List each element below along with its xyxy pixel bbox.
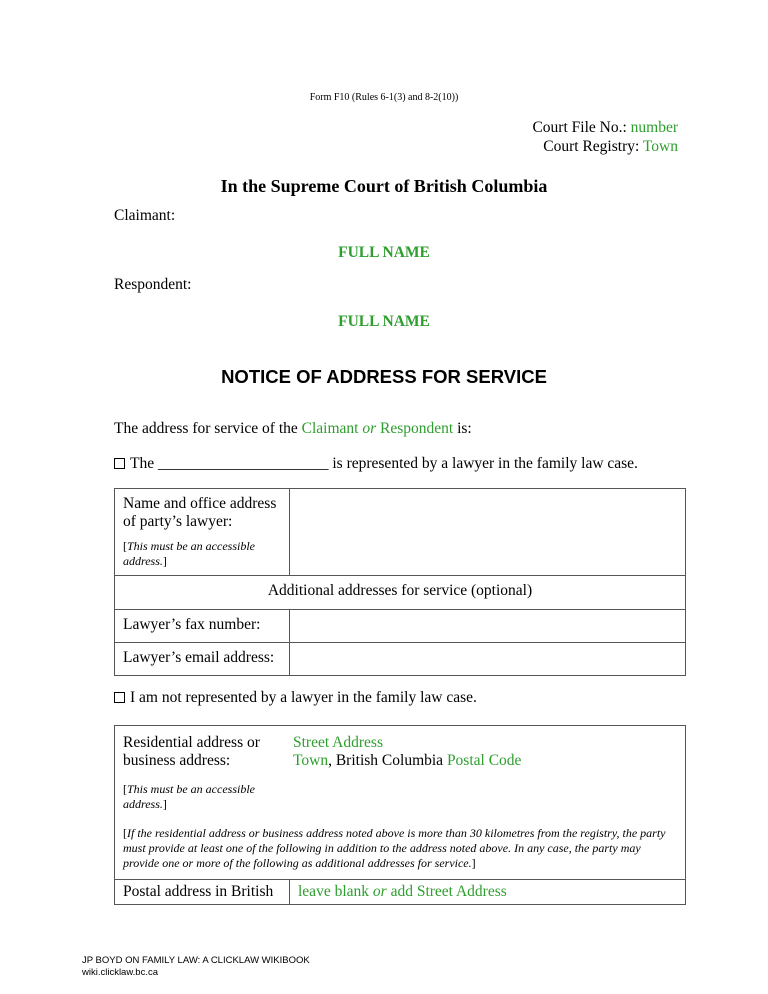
lawyer-accessible-note: [This must be an accessible address.] [123, 539, 255, 568]
residential-address[interactable] [293, 734, 521, 770]
intro-claimant[interactable]: Claimant [301, 420, 359, 437]
represented-suffix: is represented by a lawyer in the family law case. [332, 455, 638, 472]
additional-header-row [115, 576, 686, 610]
footer-title: JP BOYD ON FAMILY LAW: A CLICKLAW WIKIBOOK [82, 955, 310, 966]
represented-blank[interactable]: ______________________ [157, 455, 329, 472]
town-line [293, 752, 521, 770]
footer-url[interactable]: wiki.clicklaw.bc.ca [82, 967, 159, 978]
respondent-name[interactable]: FULL NAME [338, 313, 430, 330]
court-info [532, 118, 678, 156]
lawyer-table [114, 488, 686, 676]
intro-respondent[interactable]: Respondent [380, 420, 454, 437]
street-address[interactable]: Street Address [293, 734, 383, 751]
self-table [114, 725, 686, 905]
document-title: NOTICE OF ADDRESS FOR SERVICE [221, 366, 547, 387]
self-text: I am not represented by a lawyer in the family law case. [130, 689, 477, 706]
self-checkbox[interactable] [114, 692, 125, 703]
court-file-line [532, 118, 678, 137]
residential-cell [115, 726, 686, 880]
intro-prefix: The address for service of the [114, 420, 298, 437]
court-registry-line [532, 137, 678, 156]
postal-value-prefix: leave blank [298, 883, 370, 900]
intro-line [114, 420, 472, 438]
form-number: Form F10 (Rules 6-1(3) and 8-2(10)) [309, 92, 459, 103]
intro-or: or [362, 420, 377, 437]
claimant-label: Claimant: [114, 207, 176, 224]
residential-label: Residential address or business address: [123, 734, 260, 769]
option-self [114, 689, 477, 707]
lawyer-fax-label: Lawyer’s fax number: [115, 610, 290, 643]
postal-value-suffix: add Street Address [390, 883, 507, 900]
respondent-label: Respondent: [114, 276, 192, 293]
lawyer-fax-value-cell[interactable] [290, 610, 686, 643]
lawyer-email-label: Lawyer’s email address: [115, 643, 290, 676]
postal-value-or: or [372, 883, 387, 900]
court-title: In the Supreme Court of British Columbia [220, 176, 548, 196]
lawyer-email-row [115, 643, 686, 676]
claimant-name[interactable]: FULL NAME [338, 244, 430, 261]
postal-code-value[interactable]: Postal Code [446, 752, 522, 769]
province-text: , British Columbia [328, 752, 447, 769]
footer [82, 955, 310, 979]
lawyer-fax-row [115, 610, 686, 643]
represented-prefix: The [130, 455, 155, 472]
represented-checkbox[interactable] [114, 458, 125, 469]
postal-address-label: Postal address in British [115, 880, 290, 905]
court-registry-value[interactable]: Town [642, 138, 678, 155]
postal-address-value[interactable] [290, 880, 686, 905]
court-file-value[interactable]: number [630, 119, 678, 136]
court-registry-label: Court Registry: [543, 138, 640, 155]
distance-note: [If the residential address or business address noted above is more than 30 kilometres from the registry, the party must provide at least one of the following in addition to the address noted above. In any case, the party may provide one or more of the following as additional addresses for service.] [123, 826, 666, 870]
court-file-label: Court File No.: [532, 119, 627, 136]
town-value[interactable]: Town [293, 752, 329, 769]
option-represented [114, 455, 638, 473]
lawyer-name-value-cell[interactable] [290, 489, 686, 576]
lawyer-name-label-cell [115, 489, 290, 576]
lawyer-name-label: Name and office address of party’s lawyer: [123, 495, 277, 530]
lawyer-name-row [115, 489, 686, 576]
lawyer-email-value-cell[interactable] [290, 643, 686, 676]
postal-address-row [115, 880, 686, 905]
additional-header: Additional addresses for service (optional) [115, 576, 686, 610]
residential-row [115, 726, 686, 880]
intro-suffix: is: [457, 420, 472, 437]
self-accessible-note: [This must be an accessible address.] [123, 782, 255, 811]
